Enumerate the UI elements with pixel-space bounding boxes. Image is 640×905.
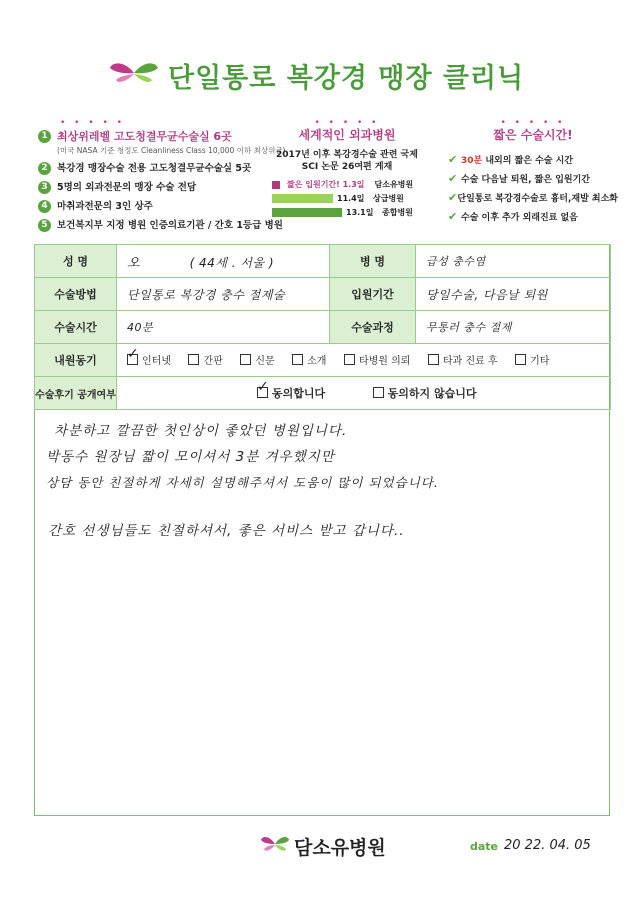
visit-label: 내원동기 — [35, 344, 117, 377]
review-line: 박동수 원장님 짧이 모이셔서 3분 겨우했지만 — [46, 449, 335, 465]
bar-mark — [272, 208, 342, 217]
checkbox-icon[interactable] — [373, 387, 384, 398]
name-value: 오 — [127, 255, 141, 271]
short-item: 내외의 짧은 수술 시간 — [482, 156, 573, 166]
visit-option[interactable]: 타병원 의뢰 — [344, 352, 410, 367]
bar-series-label: 담소유병원 — [374, 180, 414, 189]
bar-row — [272, 192, 432, 205]
checkbox-icon[interactable] — [292, 354, 303, 365]
visit-option[interactable]: 간판 — [188, 352, 222, 367]
check-icon: ✔ — [448, 172, 458, 185]
checkbox-icon[interactable] — [240, 354, 251, 365]
name-label: 성 명 — [35, 245, 117, 278]
feature-number: 4 — [38, 200, 51, 213]
visit-option[interactable]: 신문 — [240, 352, 274, 367]
visit-options — [117, 344, 611, 377]
checkbox-icon[interactable] — [344, 354, 355, 365]
check-icon: ✔ — [448, 210, 458, 223]
method-label: 수술방법 — [35, 278, 117, 311]
process-label: 수술과정 — [330, 311, 416, 344]
check-icon: ✔ — [448, 153, 458, 166]
short-item: 수술 다음날 퇴원, 짧은 입원기간 — [461, 175, 590, 185]
feature-number: 2 — [38, 162, 51, 175]
features-column — [38, 118, 286, 238]
short-time-column — [448, 120, 618, 229]
feature-number: 3 — [38, 181, 51, 194]
short-item: 단일통로 복강경수술로 흉터,재발 최소화 — [457, 194, 618, 204]
hospital-column — [272, 120, 422, 173]
decor-dots: • • • • • — [60, 118, 125, 128]
hospital-name: 담소유병원 — [294, 837, 386, 859]
bar-row — [272, 206, 432, 219]
legend-label: 짧은 입원기간! 1.3일 — [287, 180, 365, 189]
bar-value-label: 13.1일 — [346, 208, 374, 217]
checkbox-icon[interactable] — [188, 354, 199, 365]
hospital-desc-1: 2017년 이후 복강경수술 관련 국제 — [276, 150, 418, 160]
method-value: 단일통로 복강경 충수 절제술 — [117, 278, 330, 311]
time-value: 40분 — [117, 311, 330, 344]
feature-text: 5명의 외과전문의 맹장 수술 전담 — [57, 182, 197, 193]
stay-label: 입원기간 — [330, 278, 416, 311]
date-value: 20 22. 04. 05 — [504, 838, 591, 853]
bar-series-label: 상급병원 — [373, 194, 404, 203]
visit-option[interactable]: ✓ 인터넷 — [127, 352, 171, 367]
bar-mark — [272, 194, 333, 203]
visit-option[interactable]: 타과 진료 후 — [428, 352, 498, 367]
checkbox-checked-icon[interactable] — [257, 387, 268, 398]
butterfly-logo-icon — [108, 58, 160, 88]
short-item: 수술 이후 추가 외래진료 없음 — [461, 213, 578, 223]
disease-value: 급성 충수염 — [416, 245, 611, 278]
legend-swatch — [272, 181, 280, 189]
disease-label: 병 명 — [330, 245, 416, 278]
bar-series-label: 종합병원 — [382, 208, 413, 217]
feature-text: 복강경 맹장수술 전용 고도청결무균수술실 5곳 — [57, 163, 252, 174]
review-text — [46, 418, 599, 544]
feature-text: 마취과전문의 3인 상주 — [57, 201, 153, 212]
check-icon: ✔ — [448, 191, 458, 204]
review-form-table — [34, 244, 611, 410]
feature-text: 보건복지부 지정 병원 인증의료기관 / 간호 1등급 병원 — [57, 220, 283, 231]
process-value: 무통러 충수 절제 — [416, 311, 611, 344]
checkbox-icon[interactable] — [515, 354, 526, 365]
consent-label: 수술후기 공개여부 — [35, 377, 117, 410]
feature-number: 1 — [38, 130, 51, 143]
page-title: 단일통로 복강경 맹장 클리닉 — [168, 63, 525, 94]
short-title: 짧은 수술시간! — [493, 128, 573, 142]
name-extra: ( 44세 . 서울 ) — [189, 255, 275, 270]
review-line: 간호 선생님들도 친절하셔서, 좋은 서비스 받고 갑니다.. — [48, 523, 405, 539]
hospital-title: 세계적인 외과병원 — [298, 128, 396, 142]
feature-number: 5 — [38, 219, 51, 232]
stay-bar-chart — [272, 178, 432, 220]
decor-dots: • • • • • — [500, 118, 566, 128]
feature-subtext: (미국 NASA 기준 청정도 Cleanliness Class 10,000 이하 최상위급) — [57, 146, 286, 155]
time-label: 수술시간 — [35, 311, 117, 344]
stay-value: 당일수술, 다음날 퇴원 — [416, 278, 611, 311]
date-label: date — [470, 840, 499, 853]
review-line: 차분하고 깔끔한 첫인상이 좋았던 병원입니다. — [54, 423, 348, 439]
bar-value-label: 11.4일 — [337, 194, 365, 203]
name-cell — [117, 245, 330, 278]
short-highlight: 30분 — [461, 156, 483, 166]
visit-option[interactable]: 기타 — [515, 352, 549, 367]
checkbox-icon[interactable] — [428, 354, 439, 365]
consent-options — [117, 377, 611, 410]
consent-disagree[interactable]: 동의하지 않습니다 — [373, 385, 477, 401]
hospital-desc-2: SCI 논문 26여편 게재 — [301, 162, 393, 172]
feature-text: 최상위레벨 고도청결무균수술실 6곳 — [57, 130, 232, 143]
consent-agree[interactable]: ✓ 동의합니다 — [257, 385, 325, 401]
checkbox-checked-icon[interactable] — [127, 354, 138, 365]
decor-dots: • • • • • — [314, 118, 380, 128]
review-line: 상담 동안 친절하게 자세히 설명해주셔서 도움이 많이 되었습니다. — [46, 475, 439, 490]
visit-option[interactable]: 소개 — [292, 352, 326, 367]
chart-legend-row — [272, 178, 432, 191]
hospital-logo-icon — [260, 833, 290, 855]
